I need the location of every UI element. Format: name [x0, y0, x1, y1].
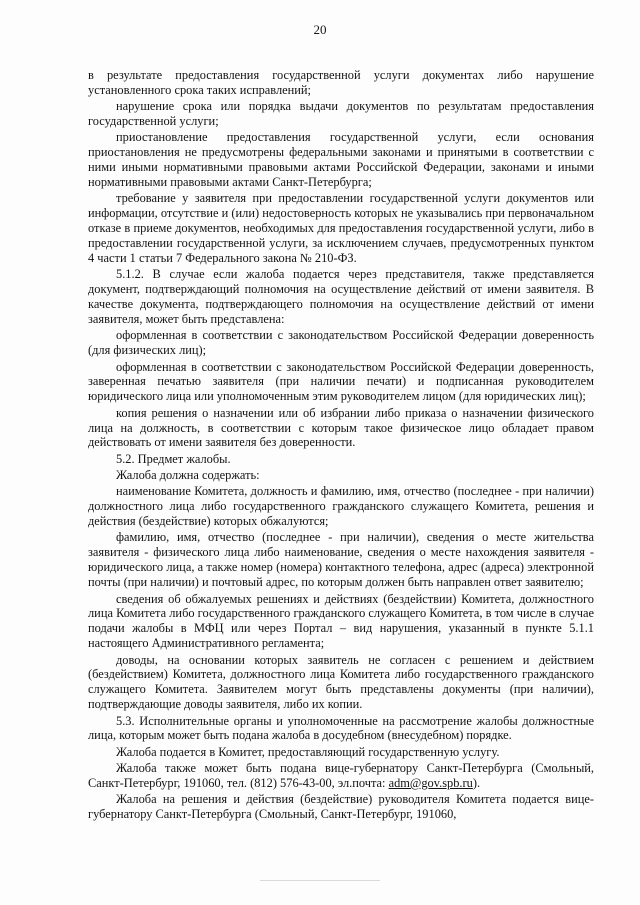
- paragraph-5: 5.1.2. В случае если жалоба подается через представителя, также представляется документ, подтверждающий полномочия на осуществление действий от имени заявителя. В качестве документа, подтверждающего полномочия на осуществление действий от имени заявителя, может быть представлена:: [88, 267, 594, 327]
- scan-artifact-line: [260, 880, 380, 881]
- paragraph-12: фамилию, имя, отчество (последнее - при наличии), сведения о месте жительства заявителя - физического лица либо наименование, сведения о месте нахождения заявителя - юридического лица, а также номер (номера) контактного телефона, адрес (адреса) электронной почты (при наличии) и почтовый адрес, по которым должен быть направлен ответ заявителю;: [88, 530, 594, 590]
- paragraph-1: в результате предоставления государственной услуги документах либо нарушение установленного срока таких исправлений;: [88, 68, 594, 97]
- paragraph-8: копия решения о назначении или об избрании либо приказа о назначении физического лица на должность, в соответствии с которым такое физическое лицо обладает правом действовать от имени заявителя без доверенности.: [88, 405, 594, 450]
- page-number: 20: [313, 22, 327, 37]
- paragraph-last: Жалоба на решения и действия (бездействие) руководителя Комитета подается вице-губернатору Санкт-Петербурга (Смольный, Санкт-Петербург, 191060,: [88, 792, 594, 822]
- section-heading-5-3: 5.3. Исполнительные органы и уполномоченные на рассмотрение жалобы должностные лица, которым может быть подана жалоба в досудебном (внесудебном) порядке.: [88, 713, 594, 743]
- vice-governor-text-after: ).: [472, 775, 481, 790]
- paragraph-4: требование у заявителя при предоставлении государственной услуги документов или информации, отсутствие и (или) недостоверность которых не указывались при первоначальном отказе в приеме документов, необходимых для предоставления государственной услуги, либо в предоставлении государственной услуги, за исключением случаев, предусмотренных пунктом 4 части 1 статьи 7 Федерального закона № 210-ФЗ.: [88, 191, 594, 266]
- document-body: [88, 68, 594, 823]
- paragraph-14: доводы, на основании которых заявитель не согласен с решением и действием (бездействием) Комитета, должностного лица Комитета либо государственного гражданского служащего Комитета. Заявителем могут быть представлены документы (при наличии), подтверждающие доводы заявителя, либо их копии.: [88, 652, 594, 712]
- paragraph-vice-governor: [88, 761, 594, 791]
- paragraph-6: оформленная в соответствии с законодательством Российской Федерации доверенность (для физических лиц);: [88, 328, 594, 358]
- paragraph-7: оформленная в соответствии с законодательством Российской Федерации доверенность, заверенная печатью заявителя (при наличии печати) и подписанная руководителем юридического лица или уполномоченным этим руководителем лицом (для юридических лиц);: [88, 359, 594, 404]
- paragraph-3: приостановление предоставления государственной услуги, если основания приостановления не предусмотрены федеральными законами и принятыми в соответствии с ними иными нормативными правовыми актами Российской Федерации, законами и иными нормативными правовыми актами Санкт-Петербурга;: [88, 130, 594, 190]
- paragraph-2: нарушение срока или порядка выдачи документов по результатам предоставления государственной услуги;: [88, 99, 594, 129]
- section-heading-5-2: 5.2. Предмет жалобы.: [116, 451, 231, 466]
- paragraph-11: наименование Комитета, должность и фамилию, имя, отчество (последнее - при наличии) должностного лица либо государственного гражданского служащего Комитета, решения и действия (бездействие) которых обжалуются;: [88, 484, 594, 529]
- paragraph-13: сведения об обжалуемых решениях и действиях (бездействии) Комитета, должностного лица Комитета либо государственного гражданского служащего Комитета, в том числе в случае подачи жалобы в МФЦ или через Портал – вид нарушения, указанный в пункте 5.1.1 настоящего Административного регламента;: [88, 591, 594, 651]
- paragraph-16: Жалоба подается в Комитет, предоставляющий государственную услугу.: [116, 744, 500, 759]
- vice-governor-text-before: Жалоба также может быть подана вице-губернатору Санкт-Петербурга (Смольный, Санкт-Петербург, 191060, тел. (812) 576-43-00, эл.почта:: [88, 761, 594, 790]
- paragraph-10: Жалоба должна содержать:: [116, 468, 260, 483]
- email-link[interactable]: adm@gov.spb.ru: [388, 775, 473, 790]
